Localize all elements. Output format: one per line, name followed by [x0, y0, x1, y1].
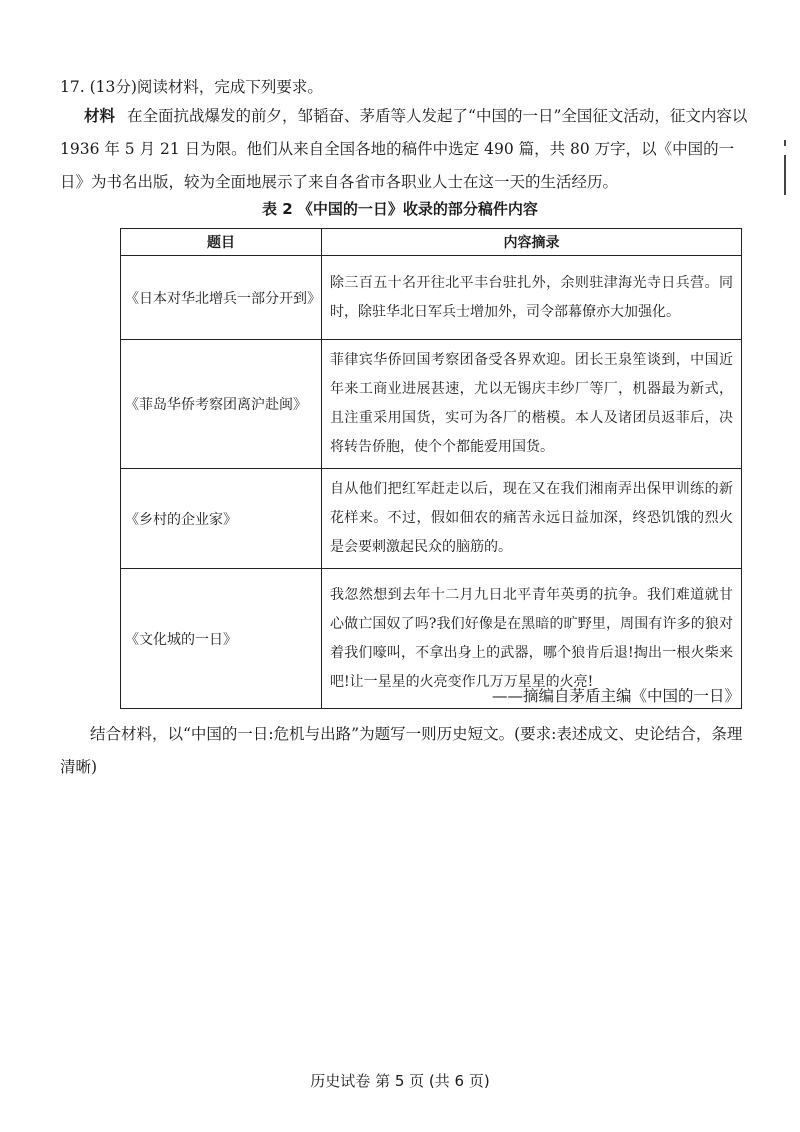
row-content: 菲律宾华侨回国考察团备受各界欢迎。团长王泉笙谈到，中国近年来工商业进展甚速，尤以无锡庆丰纱厂等厂，机器最为新式，且注重采用国货，实可为各厂的楷模。本人及诸团员返菲后，决将转告侨胞，使个个都能爱用国货。	[322, 340, 742, 469]
material-text: 在全面抗战爆发的前夕，邹韬奋、茅盾等人发起了“中国的一日”全国征文活动，征文内容以 1936 年 5 月 21 日为限。他们从来自全国各地的稿件中选定 490 篇，共 80 万字，以《中国的一日》为书名出版，较为全面地展示了来自各省市各职业人士在这一天的生活经历。	[60, 107, 748, 191]
row-content: 我忽然想到去年十二月九日北平青年英勇的抗争。我们难道就甘心做亡国奴了吗?我们好像是在黑暗的旷野里，周围有许多的狼对着我们嚎叫，不拿出身上的武器，哪个狼肯后退!掏出一根火柴来吧!让一星星的火亮变作几万万星星的火亮!	[322, 569, 742, 709]
question-title: 17. (13分)阅读材料，完成下列要求。	[60, 78, 323, 96]
row-title: 《文化城的一日》	[121, 569, 322, 709]
scan-edge-mark	[784, 140, 786, 146]
header-content: 内容摘录	[322, 229, 742, 256]
table-caption: 表 2 《中国的一日》收录的部分稿件内容	[262, 200, 538, 218]
material-paragraph	[60, 99, 750, 199]
task-instruction: 结合材料，以“中国的一日:危机与出路”为题写一则历史短文。(要求:表述成文、史论结合，条理清晰)	[60, 725, 743, 776]
row-content: 自从他们把红军赶走以后，现在又在我们湘南弄出保甲训练的新花样来。不过，假如佃农的痛苦永远日益加深，终恐饥饿的烈火是会要刺激起民众的脑筋的。	[322, 469, 742, 569]
header-title: 题目	[121, 229, 322, 256]
row-content: 除三百五十名开往北平丰台驻扎外，余则驻津海光寺日兵营。同时，除驻华北日军兵士增加外，司令部幕僚亦大加强化。	[322, 256, 742, 340]
table-row	[121, 340, 742, 469]
source-citation: ——摘编自茅盾主编《中国的一日》	[491, 687, 740, 705]
table-header-row	[121, 229, 742, 256]
table-row	[121, 256, 742, 340]
page-footer: 历史试卷 第 5 页 (共 6 页)	[310, 1072, 490, 1090]
manuscript-table	[120, 228, 742, 709]
material-label: 材料	[84, 106, 116, 125]
scan-edge-mark	[784, 155, 786, 195]
table-row	[121, 469, 742, 569]
row-title: 《菲岛华侨考察团离沪赴闽》	[121, 340, 322, 469]
row-title: 《乡村的企业家》	[121, 469, 322, 569]
row-title: 《日本对华北增兵一部分开到》	[121, 256, 322, 340]
